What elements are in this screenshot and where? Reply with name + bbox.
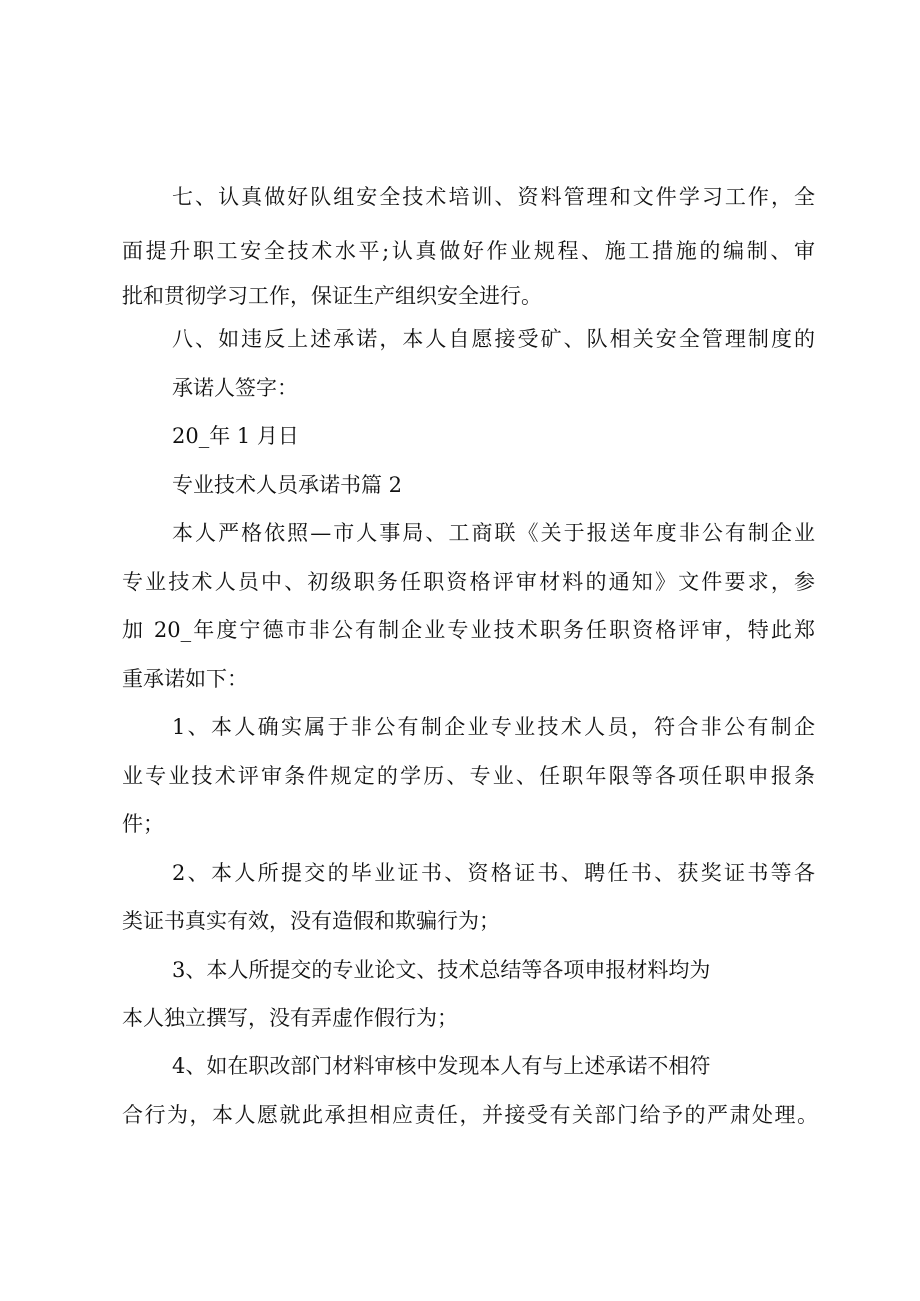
item-4-line-1: 4、如在职改部门材料审核中发现本人有与上述承诺不相符 <box>172 1054 711 1078</box>
item-2-line-1: 2、本人所提交的毕业证书、资格证书、聘任书、获奖证书等各 <box>172 861 815 885</box>
date-line: 20_年 1 月日 <box>172 424 299 448</box>
item-1-line-3: 件； <box>122 812 164 836</box>
item-2-line-2: 类证书真实有效，没有造假和欺骗行为； <box>122 909 500 933</box>
intro-line-2: 专业技术人员中、初级职务任职资格评审材料的通知》文件要求，参 <box>122 570 815 594</box>
item-3-line-2: 本人独立撰写，没有弄虚作假行为； <box>122 1006 458 1030</box>
item-4-line-2: 合行为，本人愿就此承担相应责任，并接受有关部门给予的严肃处理。 <box>122 1103 818 1127</box>
section-title: 专业技术人员承诺书篇 2 <box>172 473 403 497</box>
intro-line-1: 本人严格依照—市人事局、工商联《关于报送年度非公有制企业 <box>172 521 815 545</box>
para-7-line-1: 七、认真做好队组安全技术培训、资料管理和文件学习工作，全 <box>172 185 815 209</box>
para-8-line-1: 八、如违反上述承诺，本人自愿接受矿、队相关安全管理制度的 <box>172 327 815 351</box>
intro-line-3: 加 20_年度宁德市非公有制企业专业技术职务任职资格评审，特此郑 <box>122 618 815 642</box>
item-3-line-1: 3、本人所提交的专业论文、技术总结等各项申报材料均为 <box>172 958 711 982</box>
item-1-line-2: 业专业技术评审条件规定的学历、专业、任职年限等各项任职申报条 <box>122 764 815 788</box>
signature-label: 承诺人签字： <box>172 376 298 400</box>
para-7-line-3: 批和贯彻学习工作，保证生产组织安全进行。 <box>122 284 542 308</box>
para-7-line-2: 面提升职工安全技术水平;认真做好作业规程、施工措施的编制、审 <box>122 239 815 263</box>
item-1-line-1: 1、本人确实属于非公有制企业专业技术人员，符合非公有制企 <box>172 715 815 739</box>
intro-line-4: 重承诺如下： <box>122 667 248 691</box>
